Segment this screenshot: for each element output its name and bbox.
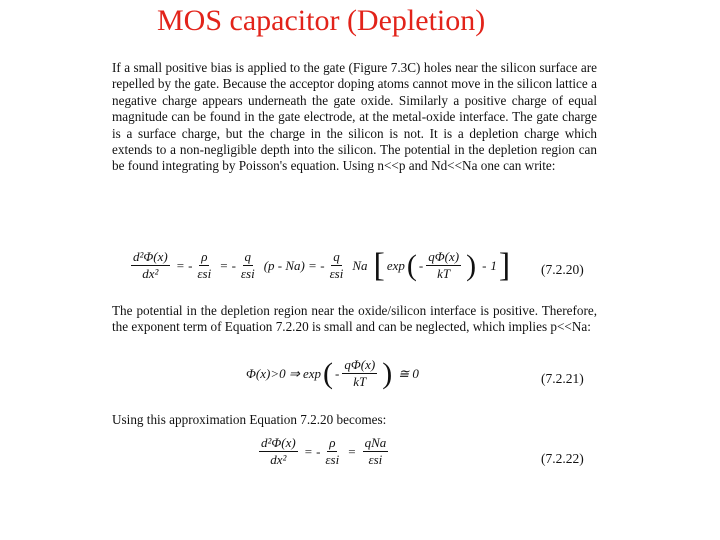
second-derivative-fraction: $\frac{\text{d²Φ(x)}}{\text{dx²}}$: [133, 249, 168, 281]
q-over-eps-fraction: $\frac{q}{\text{εsi}}$: [240, 249, 255, 281]
slide-title: MOS capacitor (Depletion): [157, 4, 486, 37]
rho-over-eps-fraction-2: $\frac{\rho}{\text{εsi}}$: [325, 435, 340, 467]
charge-term: (p - Na): [263, 257, 305, 273]
equation-7-2-20: $\frac{\text{d²Φ(x)}}{\text{dx²}}$ = - $\frac{\rho}{\text{εsi}}$ = - $\frac{q}{\text{εsi}}$ (p - Na) = - $\frac{q}{\text{εsi}}$ Na [ exp ( - $\frac{q\Phi(x)}{kT}$ ) - 1 ]: [133, 246, 511, 284]
paragraph-approximation: Using this approximation Equation 7.2.20 becomes:: [112, 412, 387, 427]
rho-over-eps-fraction: $\frac{\rho}{\text{εsi}}$: [197, 249, 212, 281]
q-over-eps-fraction-2: $\frac{q}{\text{εsi}}$: [329, 249, 344, 281]
q-phi-over-kt-fraction: $\frac{q\Phi(x)}{kT}$: [428, 249, 460, 281]
paragraph-intro: If a small positive bias is applied to the gate (Figure 7.3C) holes near the silicon surface are repelled by the gate. Because the acceptor doping atoms cannot move in the silicon lattice a negative charge appears underneath the gate oxide. Similarly a positive charge of equal magnitude can be found in the gate electrode, at the metal-oxide interface. The gate charge is a surface charge, but the charge in the silicon is not. It is a depletion charge which extends to a non-negligible depth into the silicon. The potential in the depletion region can be found integrating by Poisson's equation. Using n<<p and Nd<<Na one can write:: [112, 60, 597, 174]
qna-over-eps-fraction: $\frac{\text{qNa}}{\text{εsi}}$: [364, 435, 387, 467]
equation-7-2-22: $\frac{\text{d²Φ(x)}}{\text{dx²}}$ = - $\frac{\rho}{\text{εsi}}$ = $\frac{\text{qNa}}{\text{εsi}}$: [261, 435, 387, 467]
paragraph-depletion-potential: The potential in the depletion region near the oxide/silicon interface is positive. Therefore, the exponent term of Equation 7.2.20 is small and can be neglected, which implies p<<Na:: [112, 303, 597, 335]
equation-number-7-2-22: (7.2.22): [541, 451, 584, 466]
equation-number-7-2-20: (7.2.20): [541, 262, 584, 277]
second-derivative-fraction-2: $\frac{\text{d²Φ(x)}}{\text{dx²}}$: [261, 435, 296, 467]
q-phi-over-kt-fraction-2: $\frac{q\Phi(x)}{kT}$: [344, 357, 376, 389]
equation-7-2-21: Φ(x)>0 ⇒ exp ( - $\frac{q\Phi(x)}{kT}$ ) ≅ 0: [246, 356, 419, 390]
equation-number-7-2-21: (7.2.21): [541, 371, 584, 386]
